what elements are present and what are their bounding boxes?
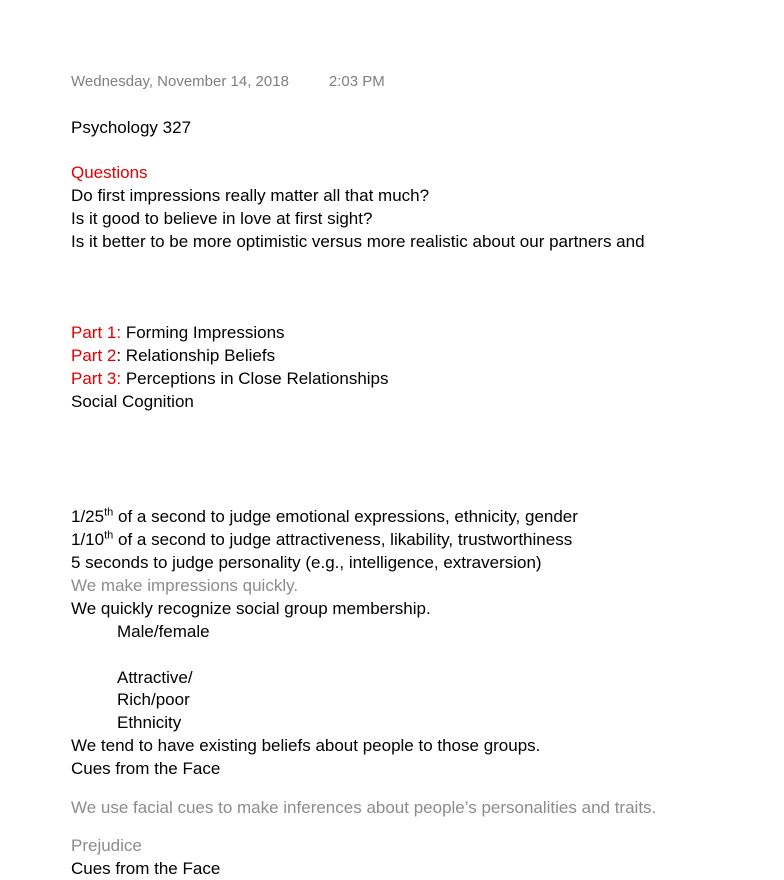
section-heading: Cues from the Face [71,759,221,778]
question-item: Is it better to be more optimistic versus more realistic about our partners and [71,232,645,251]
timing-fraction: 1/25 [71,507,105,526]
part-item [71,323,285,343]
section-heading: Social Cognition [71,392,194,411]
note-datetime [71,72,385,92]
timing-text: of a second to judge emotional expressions, ethnicity, gender [113,507,578,526]
group-item: Rich/poor [117,690,190,709]
part-title: : Relationship Beliefs [116,346,276,365]
timing-sup: th [104,529,114,542]
note-summary: Prejudice [71,836,142,855]
part-label: Part 3: [71,369,122,388]
group-item: Male/female [117,622,210,641]
part-item [71,346,275,366]
part-title: Forming Impressions [121,323,285,342]
group-item: Attractive/ [117,668,193,687]
part-label: Part 2 [71,346,117,365]
questions-heading: Questions [71,163,148,182]
timing-text: of a second to judge attractiveness, likability, trustworthiness [113,530,573,549]
group-item: Ethnicity [117,713,182,732]
note-summary: We use facial cues to make inferences about people’s personalities and traits. [71,798,657,817]
timing-item [71,507,578,527]
timing-item: 5 seconds to judge personality (e.g., intelligence, extraversion) [71,553,542,572]
timing-fraction: 1/10 [71,530,105,549]
note-date: Wednesday, November 14, 2018 [71,73,289,90]
page-title: Psychology 327 [71,118,192,137]
note-summary: We make impressions quickly. [71,576,299,595]
timing-item [71,530,572,550]
question-item: Do first impressions really matter all that much? [71,186,430,205]
section-heading: Cues from the Face [71,859,221,878]
part-label: Part 1: [71,323,122,342]
part-item [71,369,389,389]
question-item: Is it good to believe in love at first sight? [71,209,373,228]
note-line: We tend to have existing beliefs about people to those groups. [71,736,541,755]
timing-sup: th [104,506,114,519]
note-time: 2:03 PM [328,73,385,90]
note-line: We quickly recognize social group membership. [71,599,431,618]
part-title: Perceptions in Close Relationships [121,369,389,388]
